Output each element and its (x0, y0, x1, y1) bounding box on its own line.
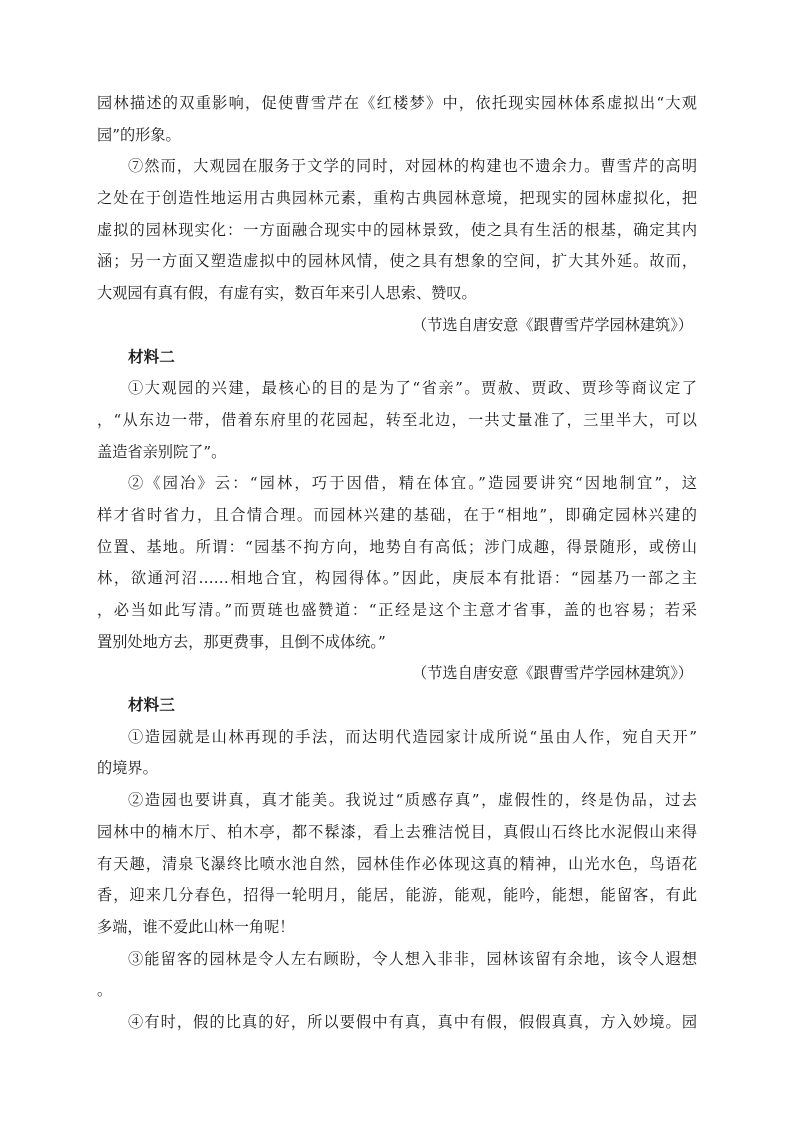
text-line: 园林中的楠木厅、柏木亭，都不髹漆，看上去雅洁悦目，真假山石终比水泥假山来得 (97, 822, 697, 841)
text-line: 大观园有真有假，有虚有实，数百年来引人思索、赞叹。 (97, 284, 477, 303)
text-line: 有天趣，清泉飞瀑终比喷水池自然，园林佳作必体现这真的精神，山光水色，鸟语花 (97, 854, 697, 873)
section-heading: 材料三 (128, 696, 175, 715)
paragraph-start-line: ③能留客的园林是令人左右顾盼，令人想入非非，园林该留有余地，该令人遐想 (128, 949, 697, 968)
text-line: 位置、基地。所谓：“园基不拘方向，地势自有高低；涉门成趣，得景随形，或傍山 (97, 537, 697, 556)
document-page (97, 88, 697, 1039)
text-line: 样才省时省力，且合情合理。而园林兴建的基础，在于“相地”，即确定园林兴建的 (97, 505, 697, 524)
text-line: 。 (97, 981, 113, 1000)
paragraph-start-line: ①大观园的兴建，最核心的目的是为了“省亲”。贾赦、贾政、贾珍等商议定了 (128, 379, 697, 398)
text-line: 的境界。 (97, 759, 158, 778)
text-line: 置别处地方去，那更费事，且倒不成体统。” (97, 632, 386, 651)
source-citation: （节选自唐安意《跟曹雪芹学园林建筑》） (412, 664, 693, 683)
text-line: 多端，谁不爱此山林一角呢！ (97, 917, 295, 936)
text-line: ，必当如此写清。”而贾琏也盛赞道：“正经是这个主意才省事，盖的也容易；若采 (97, 601, 697, 619)
text-line: ，“从东边一带，借着东府里的花园起，转至北边，一共丈量准了，三里半大，可以 (97, 410, 697, 429)
section-heading: 材料二 (128, 347, 175, 366)
source-citation: （节选自唐安意《跟曹雪芹学园林建筑》） (412, 315, 693, 334)
text-line: 盖造省亲别院了”。 (97, 442, 227, 461)
paragraph-start-line: ⑦然而，大观园在服务于文学的同时，对园林的构建也不遗余力。曹雪芹的高明 (128, 157, 697, 176)
text-line: 园林描述的双重影响，促使曹雪芹在《红楼梦》中，依托现实园林体系虚拟出“大观 (97, 94, 697, 112)
paragraph-start-line: ①造园就是山林再现的手法，而达明代造园家计成所说“虽由人作，宛自天开” (128, 727, 697, 746)
text-line: 园”的形象。 (97, 125, 181, 144)
text-line: 涵；另一方面又塑造虚拟中的园林风情，使之具有想象的空间，扩大其外延。故而， (97, 252, 697, 271)
text-line: 林，欲通河沼……相地合宜，构园得体。”因此，庚辰本有批语：“园基乃一部之主 (97, 569, 697, 588)
text-line: 虚拟的园林现实化：一方面融合现实中的园林景致，使之具有生活的根基，确定其内 (97, 220, 697, 239)
paragraph-start-line: ②《园冶》云：“园林，巧于因借，精在体宜。”造园要讲究“因地制宜”，这 (128, 474, 697, 493)
paragraph-start-line: ②造园也要讲真，真才能美。我说过“质感存真”，虚假性的，终是伪品，过去 (128, 791, 697, 810)
text-line: 香，迎来几分春色，招得一轮明月，能居，能游，能观，能吟，能想，能留客，有此 (97, 886, 697, 905)
paragraph-start-line: ④有时，假的比真的好，所以要假中有真，真中有假，假假真真，方入妙境。园 (128, 1012, 697, 1031)
text-line: 之处在于创造性地运用古典园林元素，重构古典园林意境，把现实的园林虚拟化，把 (97, 189, 697, 208)
